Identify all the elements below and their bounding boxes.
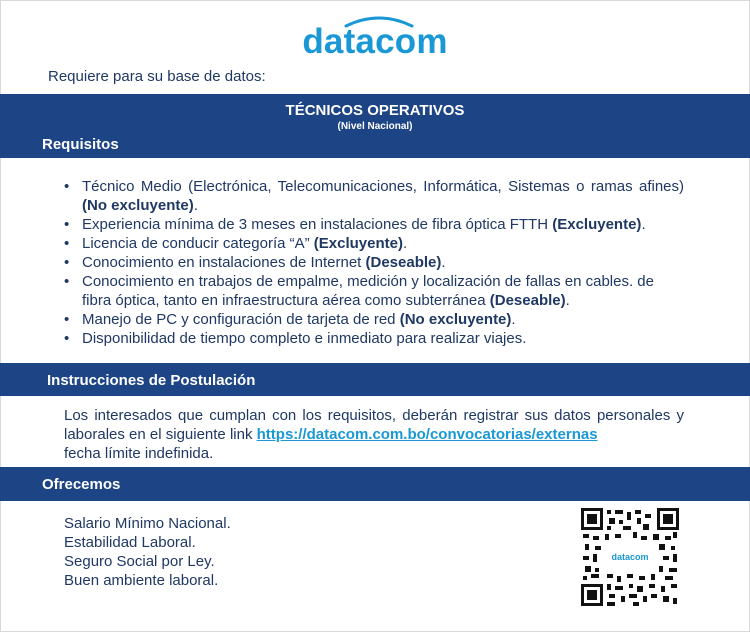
list-item: Estabilidad Laboral. — [64, 534, 196, 551]
logo-text: datacom — [302, 22, 448, 61]
heading-requisitos: Requisitos — [42, 136, 119, 153]
datacom-logo — [0, 22, 750, 62]
application-link[interactable]: https://datacom.com.bo/convocatorias/externas — [256, 426, 598, 443]
list-item: • Manejo de PC y configuración de tarjeta de red (No excluyente). — [64, 310, 684, 329]
job-level: (Nivel Nacional) — [337, 121, 413, 132]
offers-list — [64, 514, 231, 590]
offers-band — [0, 467, 750, 501]
list-item: • Experiencia mínima de 3 meses en instalaciones de fibra óptica FTTH (Excluyente). — [64, 215, 684, 234]
intro-text: Requiere para su base de datos: — [48, 68, 266, 85]
heading-ofrecemos: Ofrecemos — [42, 476, 121, 493]
list-item: • Conocimiento en instalaciones de Internet (Deseable). — [64, 253, 684, 272]
list-item: Buen ambiente laboral. — [64, 572, 219, 589]
instructions-text: Los interesados que cumplan con los requisitos, deberán registrar sus datos personales y laborales en el siguiente link https://datacom.com.bo/convocatorias/externas fecha límite indefinida. — [64, 407, 684, 462]
list-item: • Técnico Medio (Electrónica, Telecomunicaciones, Informática, Sistemas o ramas afines) (No excluyente). — [64, 177, 684, 215]
list-item: • Disponibilidad de tiempo completo e inmediato para realizar viajes. — [64, 329, 684, 348]
instructions-band — [0, 363, 750, 396]
list-item: • Conocimiento en trabajos de empalme, medición y localización de fallas en cables. de fibra óptica, tanto en infraestructura aérea como subterránea (Deseable). — [64, 272, 684, 310]
title-band — [0, 94, 750, 158]
heading-instrucciones: Instrucciones de Postulación — [47, 372, 256, 389]
list-item: Salario Mínimo Nacional. — [64, 515, 231, 532]
list-item: Seguro Social por Ley. — [64, 553, 215, 570]
logo-arc-icon — [344, 12, 414, 28]
qr-logo-text: datacom — [611, 552, 649, 562]
job-title: TÉCNICOS OPERATIVOS — [285, 102, 465, 119]
requirements-list — [64, 177, 684, 348]
qr-code-icon[interactable] — [581, 508, 679, 606]
list-item: • Licencia de conducir categoría “A” (Excluyente). — [64, 234, 684, 253]
